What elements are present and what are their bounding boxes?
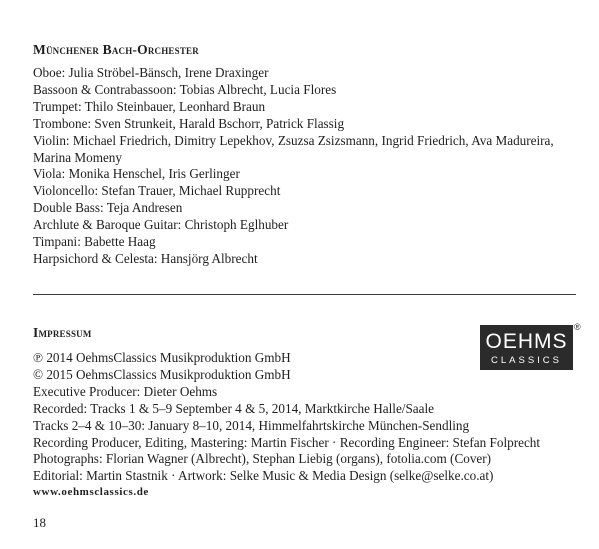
impressum-line: Recording Producer, Editing, Mastering: Martin Fischer · Recording Engineer: Stefan Folprecht <box>33 434 541 450</box>
registered-mark: ® <box>574 322 581 332</box>
orchestra-line: Timpani: Babette Haag <box>33 234 156 250</box>
logo-subtitle: CLASSICS <box>491 355 562 366</box>
website-link[interactable]: www.oehmsclassics.de <box>33 486 149 498</box>
impressum-line: Executive Producer: Dieter Oehms <box>33 383 218 399</box>
orchestra-line: Violoncello: Stefan Trauer, Michael Rupprecht <box>33 183 281 199</box>
orchestra-heading: Münchener Bach-Orchester <box>33 42 199 57</box>
orchestra-members <box>33 65 573 268</box>
orchestra-line: Double Bass: Teja Andresen <box>33 200 183 216</box>
section-divider <box>33 294 576 295</box>
impressum-credits <box>33 350 573 485</box>
orchestra-line: Marina Momeny <box>33 149 122 165</box>
orchestra-line: Archlute & Baroque Guitar: Christoph Eglhuber <box>33 217 289 233</box>
page-number: 18 <box>33 515 46 530</box>
impressum-line: Photographs: Florian Wagner (Albrecht), Stephan Liebig (organs), fotolia.com (Cover) <box>33 451 492 467</box>
orchestra-line: Harpsichord & Celesta: Hansjörg Albrecht <box>33 250 258 266</box>
impressum-line: ℗ 2014 OehmsClassics Musikproduktion GmbH <box>33 350 291 365</box>
orchestra-line: Bassoon & Contrabassoon: Tobias Albrecht, Lucia Flores <box>33 81 337 97</box>
orchestra-line: Trombone: Sven Strunkeit, Harald Bschorr, Patrick Flassig <box>33 115 345 131</box>
orchestra-line: Viola: Monika Henschel, Iris Gerlinger <box>33 166 240 182</box>
impressum-heading: Impressum <box>33 325 92 340</box>
orchestra-line: Violin: Michael Friedrich, Dimitry Lepekhov, Zsuzsa Zsizsmann, Ingrid Friedrich, Ava Madureira, <box>33 132 554 148</box>
orchestra-line: Oboe: Julia Ströbel-Bänsch, Irene Draxinger <box>33 65 269 80</box>
orchestra-line: Trumpet: Thilo Steinbauer, Leonhard Braun <box>33 98 266 114</box>
logo-name: OEHMS <box>485 330 568 353</box>
impressum-line: Tracks 2–4 & 10–30: January 8–10, 2014, Himmelfahrtskirche München-Sendling <box>33 417 470 433</box>
impressum-line: Editorial: Martin Stastnik · Artwork: Selke Music & Media Design (selke@selke.co.at) <box>33 468 494 484</box>
impressum-line: © 2015 OehmsClassics Musikproduktion GmbH <box>33 366 291 382</box>
impressum-line: Recorded: Tracks 1 & 5–9 September 4 & 5, 2014, Marktkirche Halle/Saale <box>33 400 435 416</box>
